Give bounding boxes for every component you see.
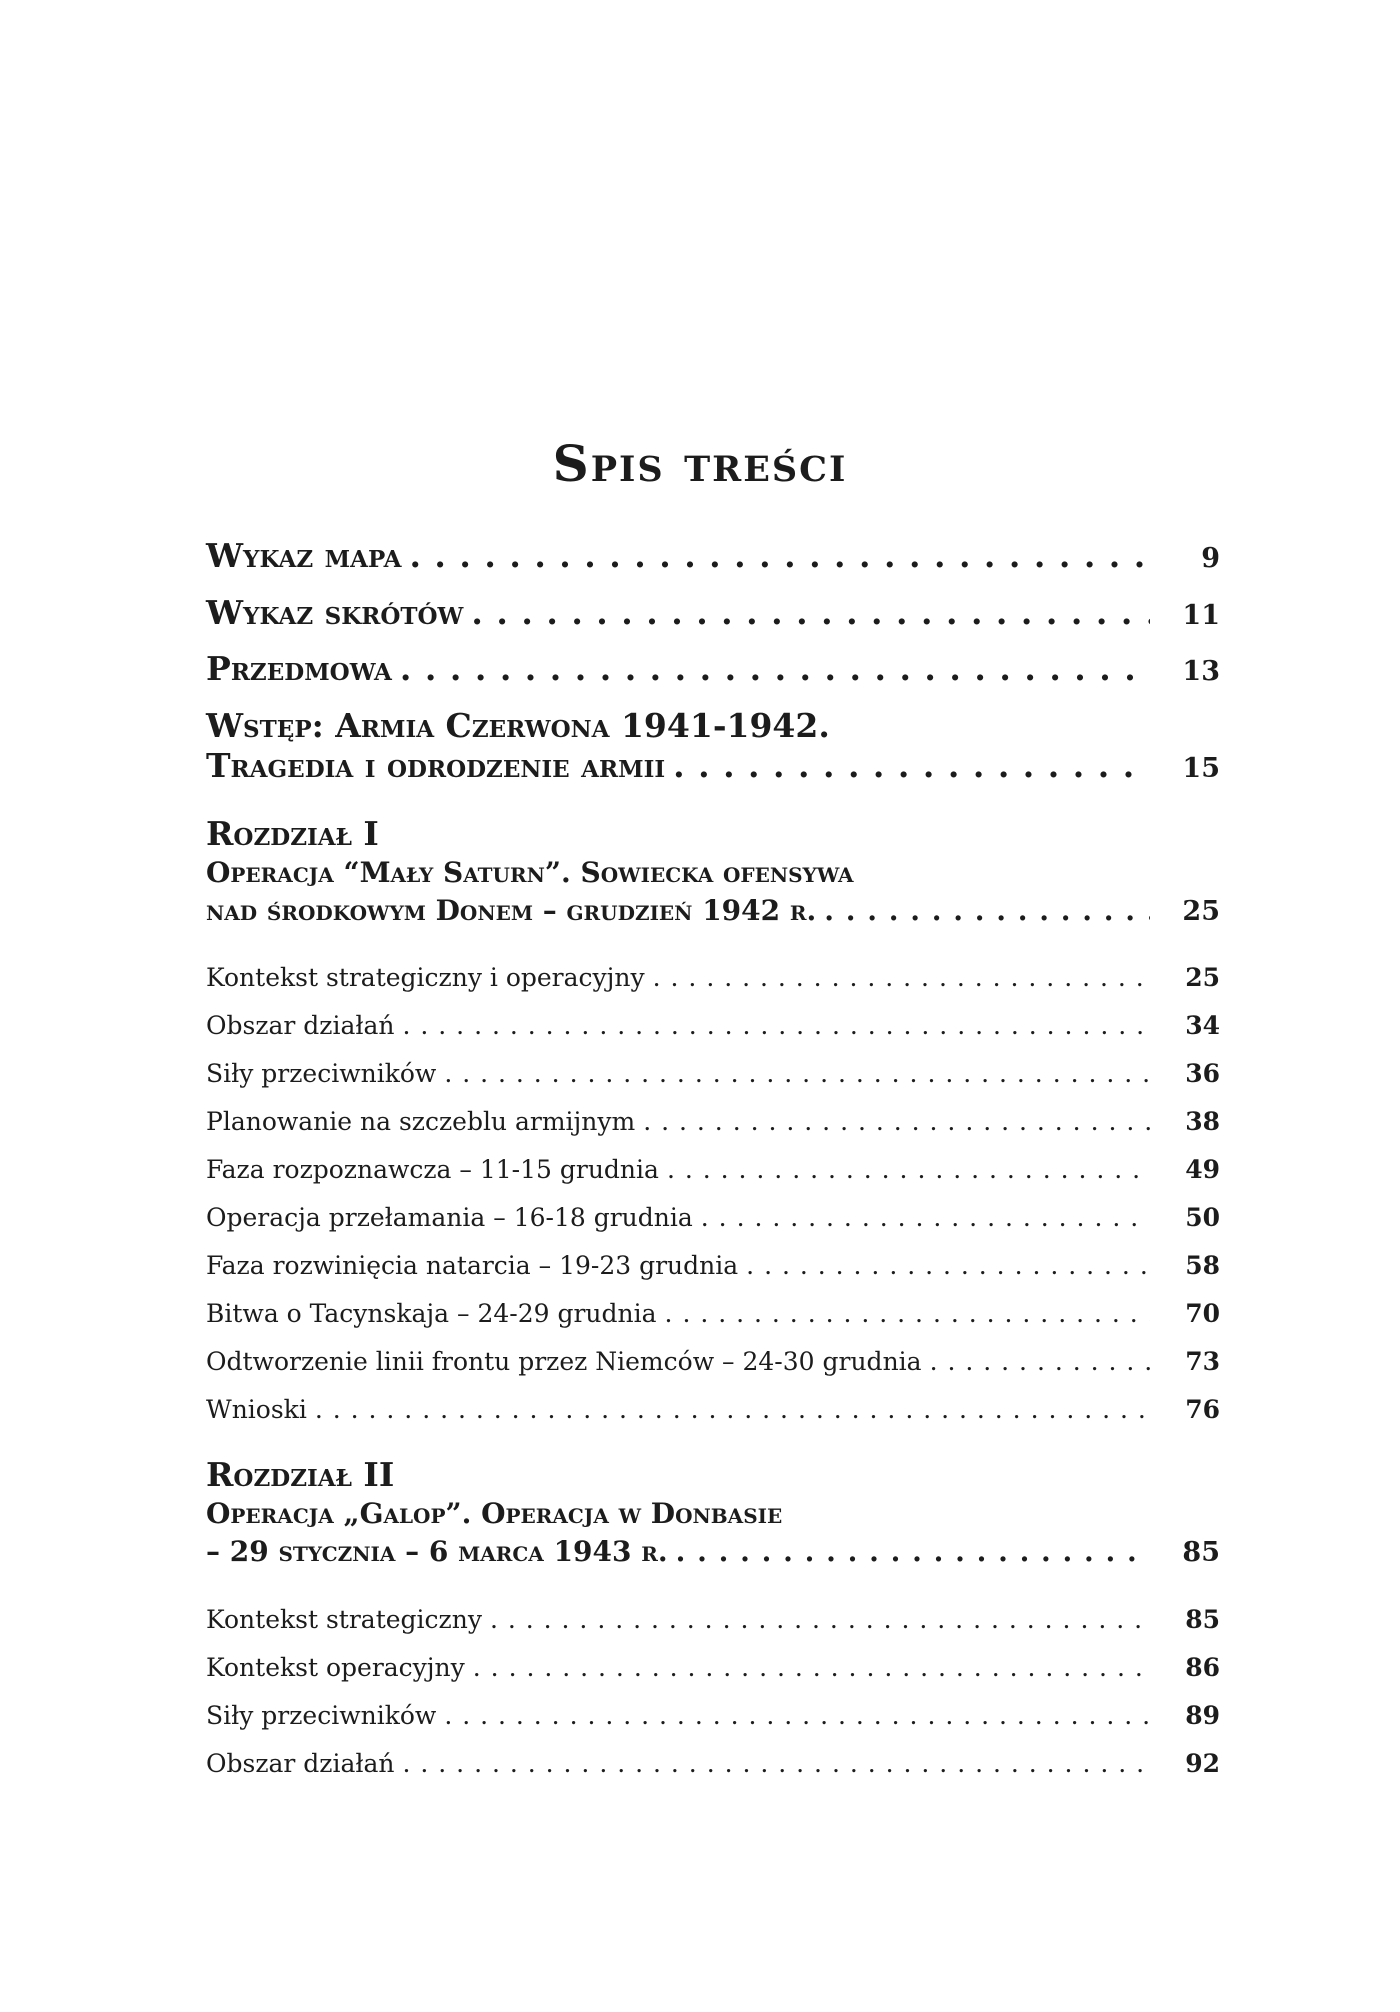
dot-leader — [643, 1105, 1150, 1139]
toc-section[interactable] — [206, 1699, 1220, 1733]
toc-section-title: Operacja przełamania – 16-18 grudnia — [206, 1203, 693, 1232]
page-number: 13 — [1182, 656, 1220, 687]
table-of-contents — [206, 0, 1220, 2012]
dot-leader — [444, 1057, 1150, 1091]
toc-section-title: Obszar działań — [206, 1011, 395, 1040]
toc-section-title: Bitwa o Tacynskaja – 24-29 grudnia — [206, 1299, 657, 1328]
chapter-title-line-1 — [206, 1495, 1220, 1533]
page-title: Spis treści — [552, 433, 848, 493]
chapter-title-line-2 — [206, 1533, 1220, 1572]
toc-section[interactable] — [206, 1153, 1220, 1187]
page-number: 76 — [1185, 1395, 1220, 1424]
chapter-label: Rozdział I — [206, 814, 379, 853]
page-number: 34 — [1185, 1011, 1220, 1040]
toc-entry-przedmowa[interactable] — [206, 649, 1220, 692]
chapter-label: Rozdział II — [206, 1455, 395, 1494]
toc-chapter-1[interactable] — [206, 814, 1220, 931]
chapter-title-text: Operacja “Mały Saturn”. Sowiecka ofensywa — [206, 856, 854, 889]
page-number: 36 — [1185, 1059, 1220, 1088]
chapter-title-line-1 — [206, 854, 1220, 892]
toc-section-title: Wnioski — [206, 1395, 307, 1424]
toc-entry-title-line-2: Tragedia i odrodzenie armii — [206, 746, 666, 785]
page-number: 11 — [1182, 600, 1220, 631]
page-number: 86 — [1185, 1653, 1220, 1682]
toc-section[interactable] — [206, 1345, 1220, 1379]
page-number: 9 — [1201, 543, 1220, 574]
page-number: 38 — [1185, 1107, 1220, 1136]
page-number: 49 — [1185, 1155, 1220, 1184]
toc-section[interactable] — [206, 1009, 1220, 1043]
toc-section-title: Siły przeciwników — [206, 1701, 437, 1730]
toc-section[interactable] — [206, 1057, 1220, 1091]
toc-entry-wstep[interactable] — [206, 706, 1220, 789]
toc-section[interactable] — [206, 1105, 1220, 1139]
dot-leader — [667, 1153, 1150, 1187]
chapter-title-text: – 29 stycznia – 6 marca 1943 r. — [206, 1535, 668, 1568]
dot-leader — [409, 536, 1150, 576]
toc-section[interactable] — [206, 961, 1220, 995]
page-number: 25 — [1182, 896, 1220, 927]
chapter-title-text: Operacja „Galop”. Operacja w Donbasie — [206, 1497, 783, 1530]
toc-entry-title: Wykaz mapa — [206, 536, 402, 575]
page-number: 50 — [1185, 1203, 1220, 1232]
toc-section[interactable] — [206, 1393, 1220, 1427]
dot-leader — [473, 1651, 1150, 1685]
dot-leader — [403, 1009, 1151, 1043]
toc-entry-title: Wykaz skrótów — [206, 593, 464, 632]
toc-section[interactable] — [206, 1747, 1220, 1781]
toc-section-title: Kontekst strategiczny — [206, 1605, 482, 1634]
toc-section-title: Odtworzenie linii frontu przez Niemców – 24-30 grudnia — [206, 1347, 922, 1376]
dot-leader — [676, 1533, 1150, 1571]
page-number: 92 — [1185, 1749, 1220, 1778]
dot-leader — [746, 1249, 1150, 1283]
toc-section[interactable] — [206, 1651, 1220, 1685]
page-number: 15 — [1182, 753, 1220, 784]
dot-leader — [673, 746, 1150, 786]
toc-section[interactable] — [206, 1297, 1220, 1331]
dot-leader — [400, 649, 1150, 689]
page-number: 89 — [1185, 1701, 1220, 1730]
toc-section-title: Faza rozpoznawcza – 11-15 grudnia — [206, 1155, 659, 1184]
dot-leader — [930, 1345, 1150, 1379]
toc-entry-title: Przedmowa — [206, 649, 392, 688]
page-number: 25 — [1185, 963, 1220, 992]
page-number: 58 — [1185, 1251, 1220, 1280]
toc-section-title: Kontekst strategiczny i operacyjny — [206, 963, 645, 992]
page-number: 73 — [1185, 1347, 1220, 1376]
chapter-title-line-2 — [206, 892, 1220, 931]
toc-entry-wykaz-map[interactable] — [206, 536, 1220, 579]
page-number: 85 — [1185, 1605, 1220, 1634]
dot-leader — [471, 593, 1150, 633]
toc-section-title: Kontekst operacyjny — [206, 1653, 465, 1682]
page-number: 85 — [1182, 1537, 1220, 1568]
page-number: 70 — [1185, 1299, 1220, 1328]
toc-section-title: Siły przeciwników — [206, 1059, 437, 1088]
toc-section-title: Obszar działań — [206, 1749, 395, 1778]
toc-section-title: Faza rozwinięcia natarcia – 19-23 grudnia — [206, 1251, 739, 1280]
dot-leader — [444, 1699, 1150, 1733]
toc-section[interactable] — [206, 1201, 1220, 1235]
toc-chapter-2[interactable] — [206, 1455, 1220, 1572]
dot-leader — [824, 892, 1150, 930]
dot-leader — [665, 1297, 1150, 1331]
toc-entry-title-line-1: Wstęp: Armia Czerwona 1941-1942. — [206, 706, 830, 745]
toc-entry-wykaz-skrotow[interactable] — [206, 593, 1220, 636]
dot-leader — [490, 1603, 1150, 1637]
chapter-title-text: nad środkowym Donem – grudzień 1942 r. — [206, 894, 817, 927]
dot-leader — [403, 1747, 1151, 1781]
toc-section[interactable] — [206, 1603, 1220, 1637]
dot-leader — [315, 1393, 1150, 1427]
dot-leader — [701, 1201, 1150, 1235]
dot-leader — [653, 961, 1150, 995]
toc-section-title: Planowanie na szczeblu armijnym — [206, 1107, 636, 1136]
toc-section[interactable] — [206, 1249, 1220, 1283]
